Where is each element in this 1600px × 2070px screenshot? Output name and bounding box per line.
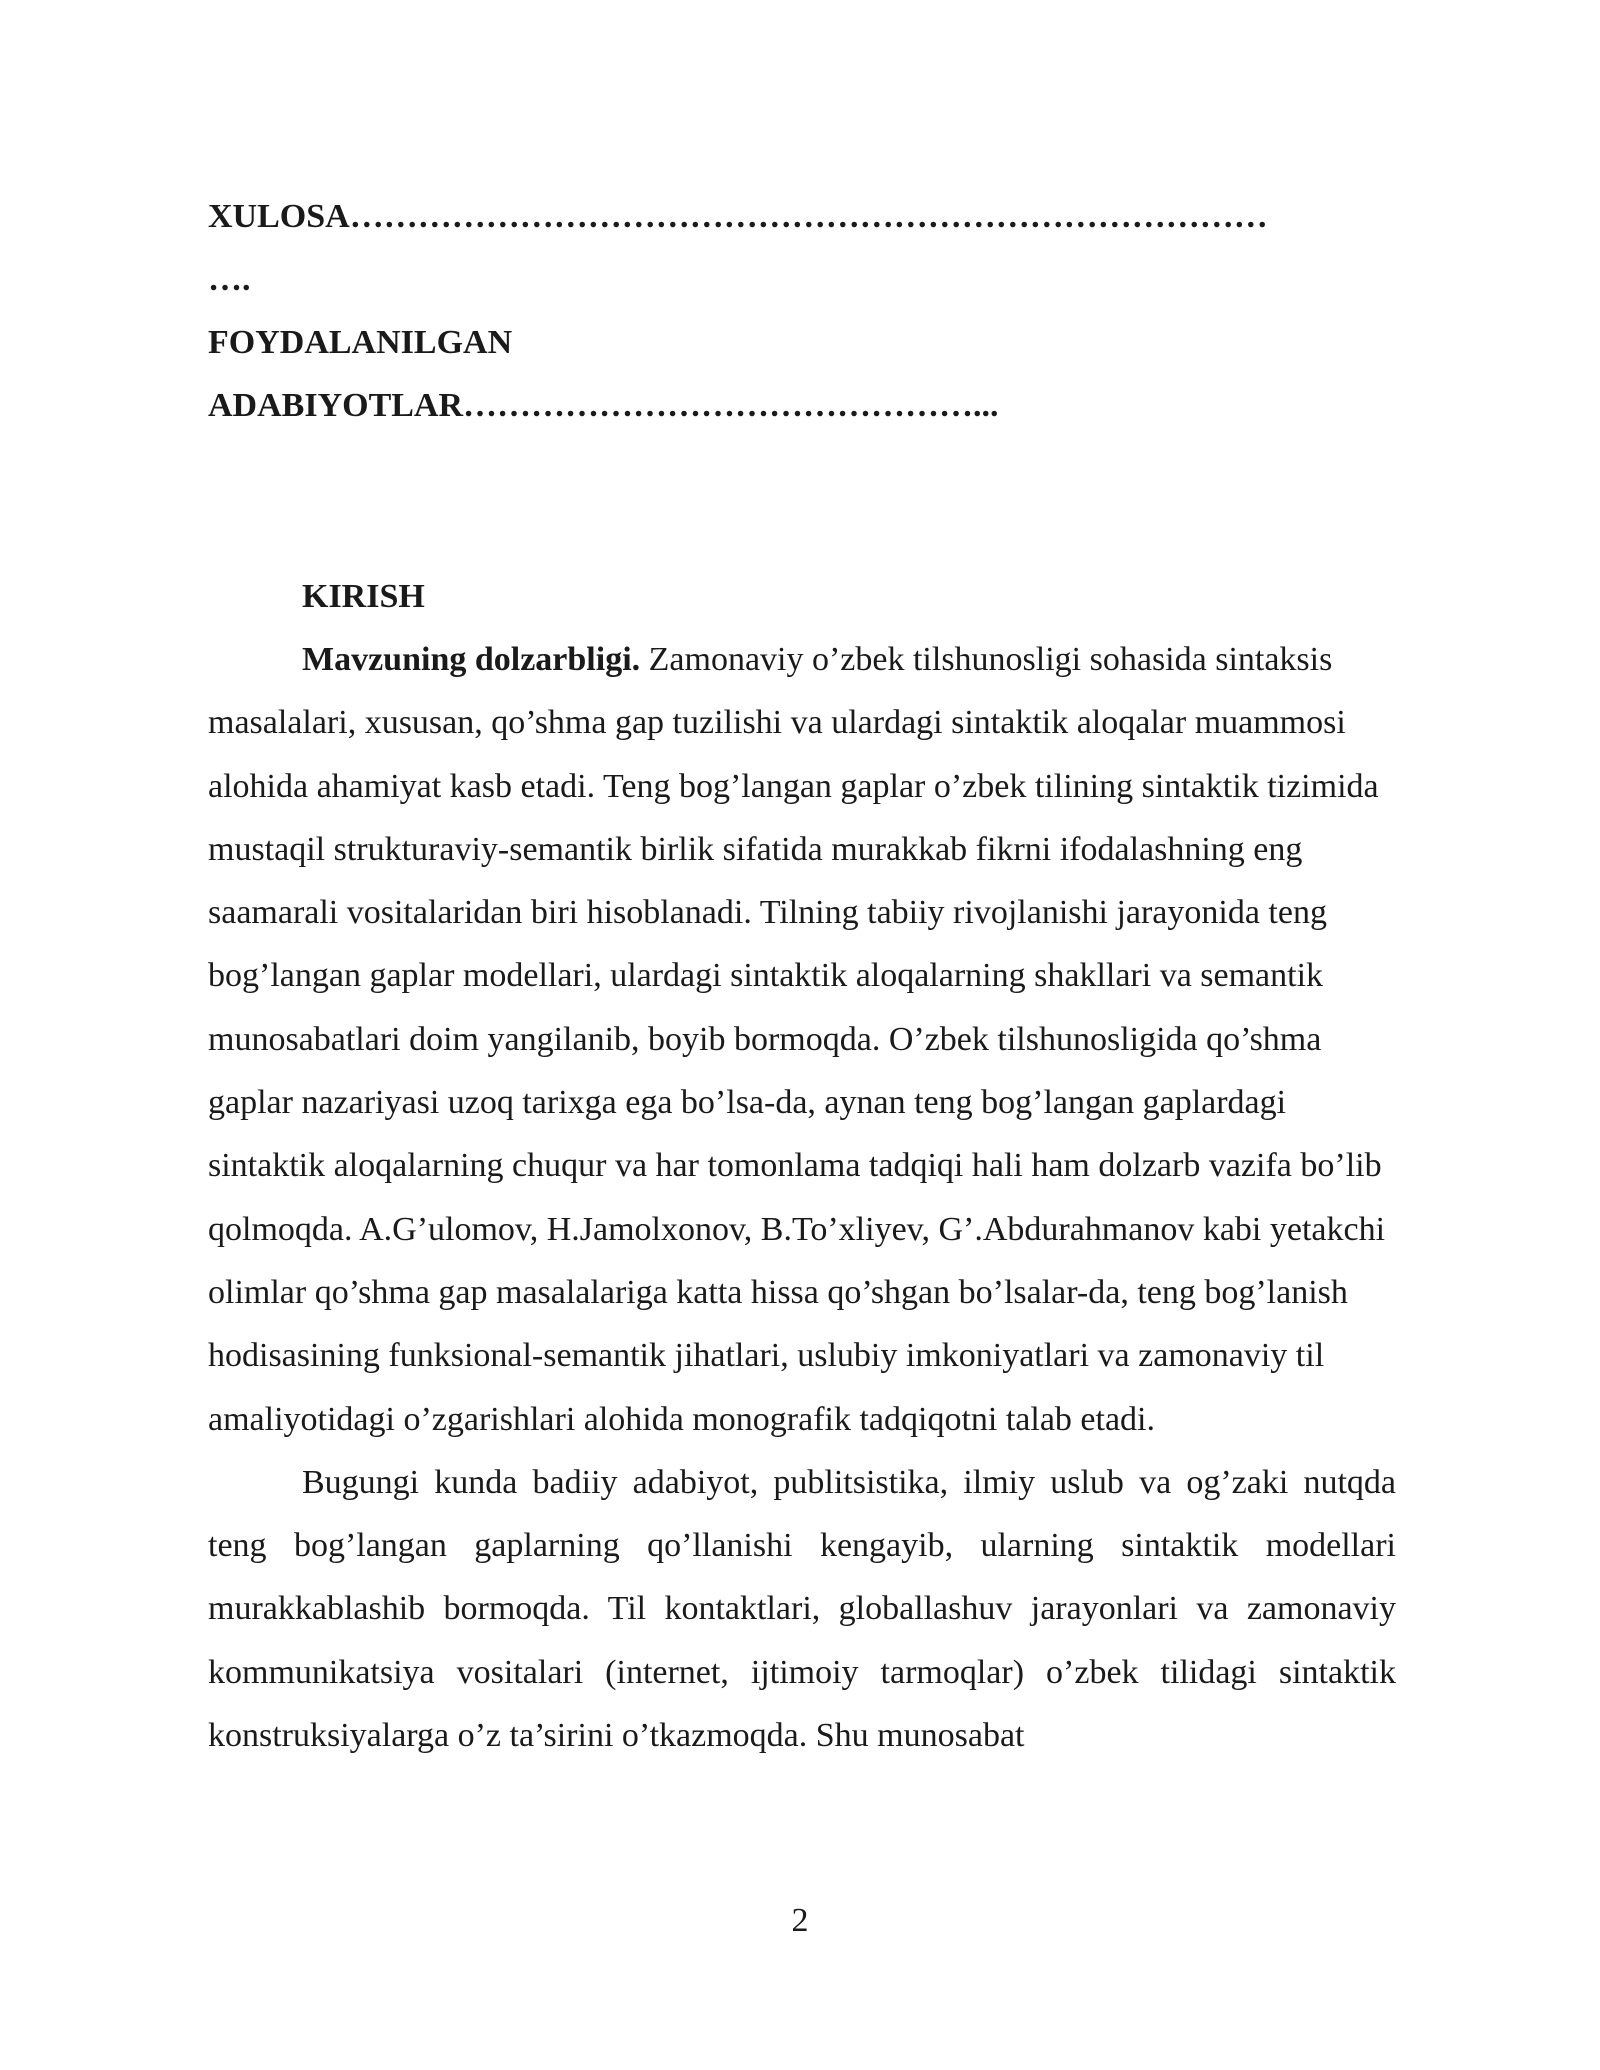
intro-paragraph-1 [208, 628, 1396, 1451]
section-heading-kirish: KIRISH [302, 578, 425, 615]
intro-paragraph-2: Bugungi kunda badiiy adabiyot, publitsistika, ilmiy uslub va og’zaki nutqda teng bog’langan gaplarning qo’llanishi kengayib, ularning sintaktik modellari murakkablashib bormoqda. Til kontaktlari, globallashuv jarayonlari va zamonaviy kommunikatsiya vositalari (internet, ijtimoiy tarmoqlar) o’zbek tilidagi sintaktik konstruksiyalarga o’z ta’sirini o’tkazmoqda. Shu munosabat [208, 1463, 1396, 1755]
page-number: 2 [791, 1902, 809, 1939]
toc-entry-xulosa-continuation: …. [208, 261, 251, 298]
toc-entry-adabiyotlar: ADABIYOTLAR………………………………………... [208, 387, 999, 424]
toc-entry-foydalanilgan: FOYDALANILGAN [208, 324, 513, 361]
document-page [208, 185, 1396, 1767]
paragraph-lead-title: Mavzuning dolzarbligi. [302, 641, 641, 678]
section-spacer [208, 437, 1396, 565]
toc-entry-xulosa: XULOSA……………………………………………………………………… [208, 198, 1268, 235]
paragraph-1-text: Zamonaviy o’zbek tilshunosligi sohasida sintaksis masalalari, xususan, qo’shma gap tuzilishi va ulardagi sintaktik aloqalar muammosi alohida ahamiyat kasb etadi. Teng bog’langan gaplar o’zbek tilining sintaktik tizimida mustaqil strukturaviy-semantik birlik sifatida murakkab fikrni ifodalashning eng saamarali vositalaridan biri hisoblanadi. Tilning tabiiy rivojlanishi jarayonida teng bog’langan gaplar modellari, ulardagi sintaktik aloqalarning shakllari va semantik munosabatlari doim yangilanib, boyib bormoqda. O’zbek tilshunosligida qo’shma gaplar nazariyasi uzoq tarixga ega bo’lsa-da, aynan teng bog’langan gaplardagi sintaktik aloqalarning chuqur va har tomonlama tadqiqi hali ham dolzarb vazifa bo’lib qolmoqda. A.G’ulomov, H.Jamolxonov, B.To’xliyev, G’.Abdurahmanov kabi yetakchi olimlar qo’shma gap masalalariga katta hissa qo’shgan bo’lsalar-da, teng bog’lanish hodisasining funksional-semantik jihatlari, uslubiy imkoniyatlari va zamonaviy til amaliyotidagi o’zgarishlari alohida monografik tadqiqotni talab etadi. [208, 641, 1386, 1438]
